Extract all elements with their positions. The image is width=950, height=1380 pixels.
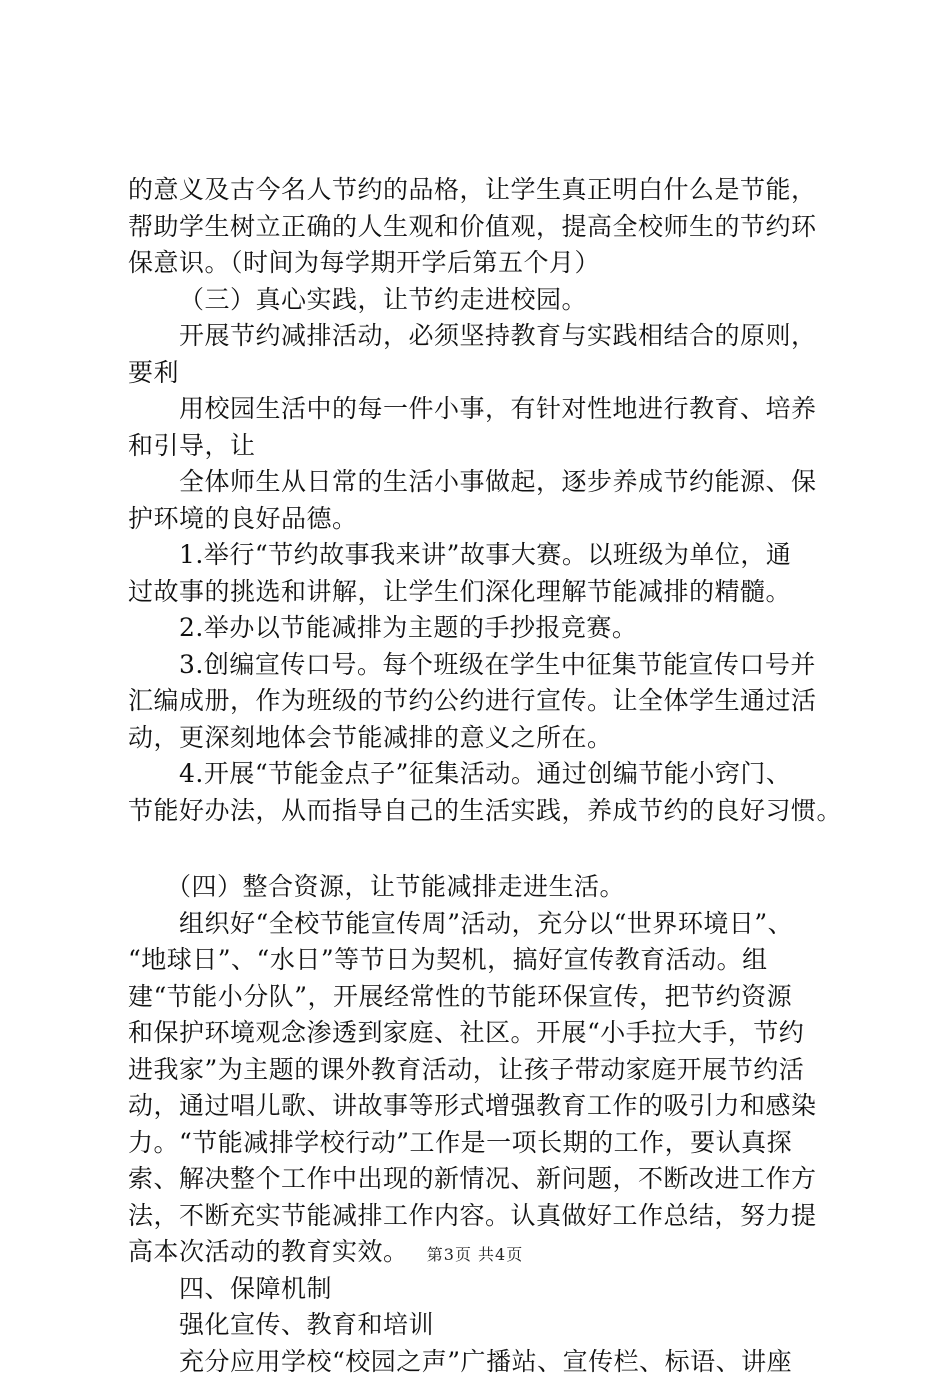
list-item: 4.开展“节能金点子”征集活动。通过创编节能小窍门、 — [128, 756, 848, 793]
body-line: 索、解决整个工作中出现的新情况、新问题，不断改进工作方 — [128, 1161, 848, 1198]
body-line: 进我家”为主题的课外教育活动，让孩子带动家庭开展节约活 — [128, 1052, 848, 1089]
list-item: 2.举办以节能减排为主题的手抄报竞赛。 — [128, 610, 848, 647]
body-line: 用校园生活中的每一件小事，有针对性地进行教育、培养 — [128, 391, 848, 428]
body-line: 力。“节能减排学校行动”工作是一项长期的工作，要认真探 — [128, 1125, 848, 1162]
body-line: 动，通过唱儿歌、讲故事等形式增强教育工作的吸引力和感染 — [128, 1088, 848, 1125]
body-line: 全体师生从日常的生活小事做起，逐步养成节约能源、保 — [128, 464, 848, 501]
body-line: “地球日”、“水日”等节日为契机，搞好宣传教育活动。组 — [128, 942, 848, 979]
body-line: 保意识。（时间为每学期开学后第五个月） — [128, 245, 848, 282]
document-body — [128, 172, 848, 1380]
body-line: 帮助学生树立正确的人生观和价值观，提高全校师生的节约环 — [128, 209, 848, 246]
body-line: 要利 — [128, 355, 848, 392]
body-line: 和引导，让 — [128, 428, 848, 465]
body-line: 汇编成册，作为班级的节约公约进行宣传。让全体学生通过活 — [128, 683, 848, 720]
body-line: 充分应用学校“校园之声”广播站、宣传栏、标语、讲座 — [128, 1344, 848, 1380]
body-line: 开展节约减排活动，必须坚持教育与实践相结合的原则， — [128, 318, 848, 355]
body-line: 和保护环境观念渗透到家庭、社区。开展“小手拉大手，节约 — [128, 1015, 848, 1052]
list-item: 3.创编宣传口号。每个班级在学生中征集节能宣传口号并 — [128, 647, 848, 684]
page-number-footer: 第3页 共4页 — [0, 1242, 950, 1265]
body-line: 法，不断充实节能减排工作内容。认真做好工作总结，努力提 — [128, 1198, 848, 1235]
body-line: 高本次活动的教育实效。 — [128, 1234, 848, 1271]
body-line: 的意义及古今名人节约的品格，让学生真正明白什么是节能， — [128, 172, 848, 209]
body-line: 过故事的挑选和讲解，让学生们深化理解节能减排的精髓。 — [128, 574, 848, 611]
body-line: 组织好“全校节能宣传周”活动，充分以“世界环境日”、 — [128, 906, 848, 943]
body-line: 动，更深刻地体会节能减排的意义之所在。 — [128, 720, 848, 757]
subsection-heading: 强化宣传、教育和培训 — [128, 1307, 848, 1344]
body-line: 建“节能小分队”，开展经常性的节能环保宣传，把节约资源 — [128, 979, 848, 1016]
section-heading: （四）整合资源，让节能减排走进生活。 — [128, 869, 848, 906]
section-heading: （三）真心实践，让节约走进校园。 — [128, 282, 848, 319]
paragraph-gap — [128, 829, 848, 869]
body-line: 护环境的良好品德。 — [128, 501, 848, 538]
body-line: 节能好办法，从而指导自己的生活实践，养成节约的良好习惯。 — [128, 793, 848, 830]
section-heading: 四、保障机制 — [128, 1271, 848, 1308]
list-item: 1.举行“节约故事我来讲”故事大赛。以班级为单位，通 — [128, 537, 848, 574]
